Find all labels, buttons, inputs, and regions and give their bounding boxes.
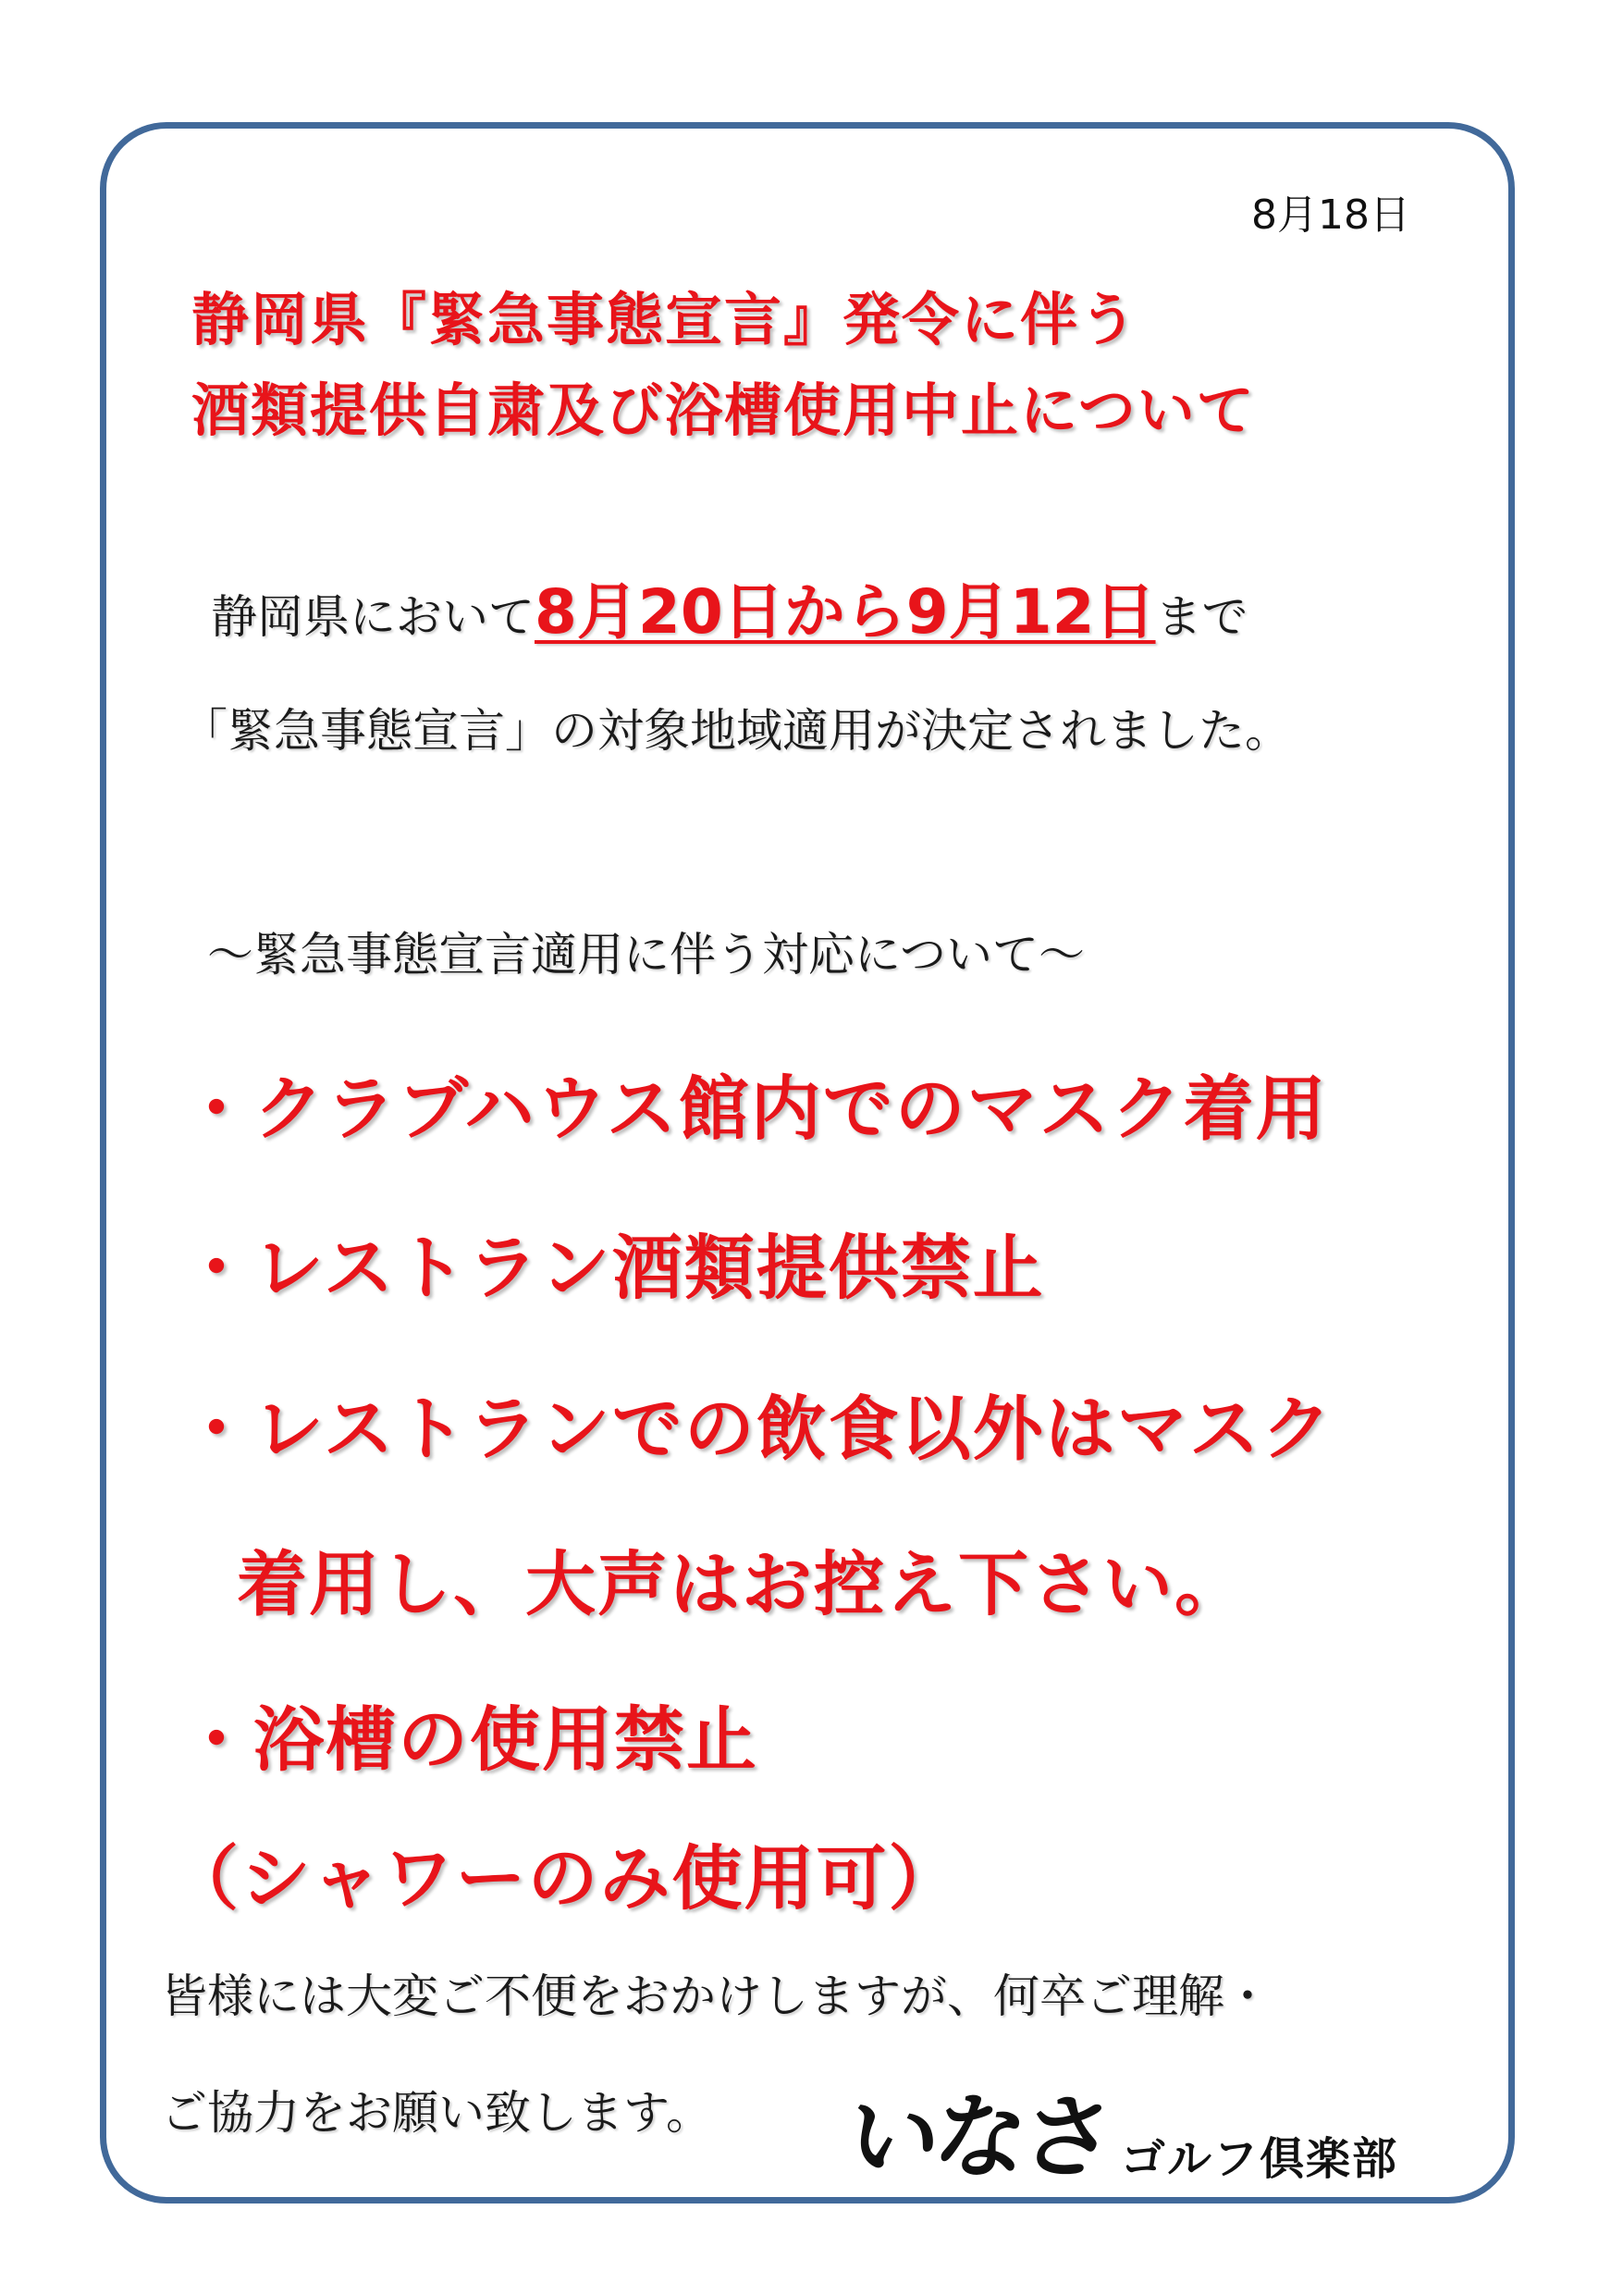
closing-line1: 皆様には大変ご不便をおかけしますが、何卒ご理解・ — [161, 1969, 1271, 2023]
intro-period-highlight: 8月20日から9月12日 — [535, 576, 1156, 648]
measure-item-note: （シャワーのみ使用可） — [168, 1837, 961, 1920]
notice-title-line1: 静岡県『緊急事態宣言』発令に伴う — [191, 286, 1139, 353]
measure-item-continuation: 着用し、大声はお控え下さい。 — [237, 1543, 1247, 1625]
club-logo-sub: ゴルフ倶楽部 — [1121, 2133, 1399, 2185]
measure-item: ・レストランでの飲食以外はマスク — [181, 1388, 1334, 1470]
intro-line2: 「緊急事態宣言」の対象地域適用が決定されました。 — [181, 704, 1291, 758]
club-logo — [840, 2063, 1399, 2196]
intro-before: 静岡県において — [211, 590, 535, 644]
measures-heading: ～緊急事態宣言適用に伴う対応について～ — [207, 928, 1085, 981]
club-logo-main: いなさ — [840, 2082, 1117, 2191]
measure-item: ・浴槽の使用禁止 — [181, 1698, 758, 1781]
intro-after: まで — [1155, 590, 1248, 644]
measure-item: ・レストラン酒類提供禁止 — [181, 1227, 1045, 1309]
intro-line1 — [211, 562, 1248, 650]
notice-title-line2: 酒類提供自粛及び浴槽使用中止について — [191, 376, 1256, 444]
measure-item: ・クラブハウス館内でのマスク着用 — [181, 1068, 1328, 1150]
closing-line2: ご協力をお願い致します。 — [161, 2086, 712, 2140]
notice-date: 8月18日 — [1251, 191, 1410, 239]
